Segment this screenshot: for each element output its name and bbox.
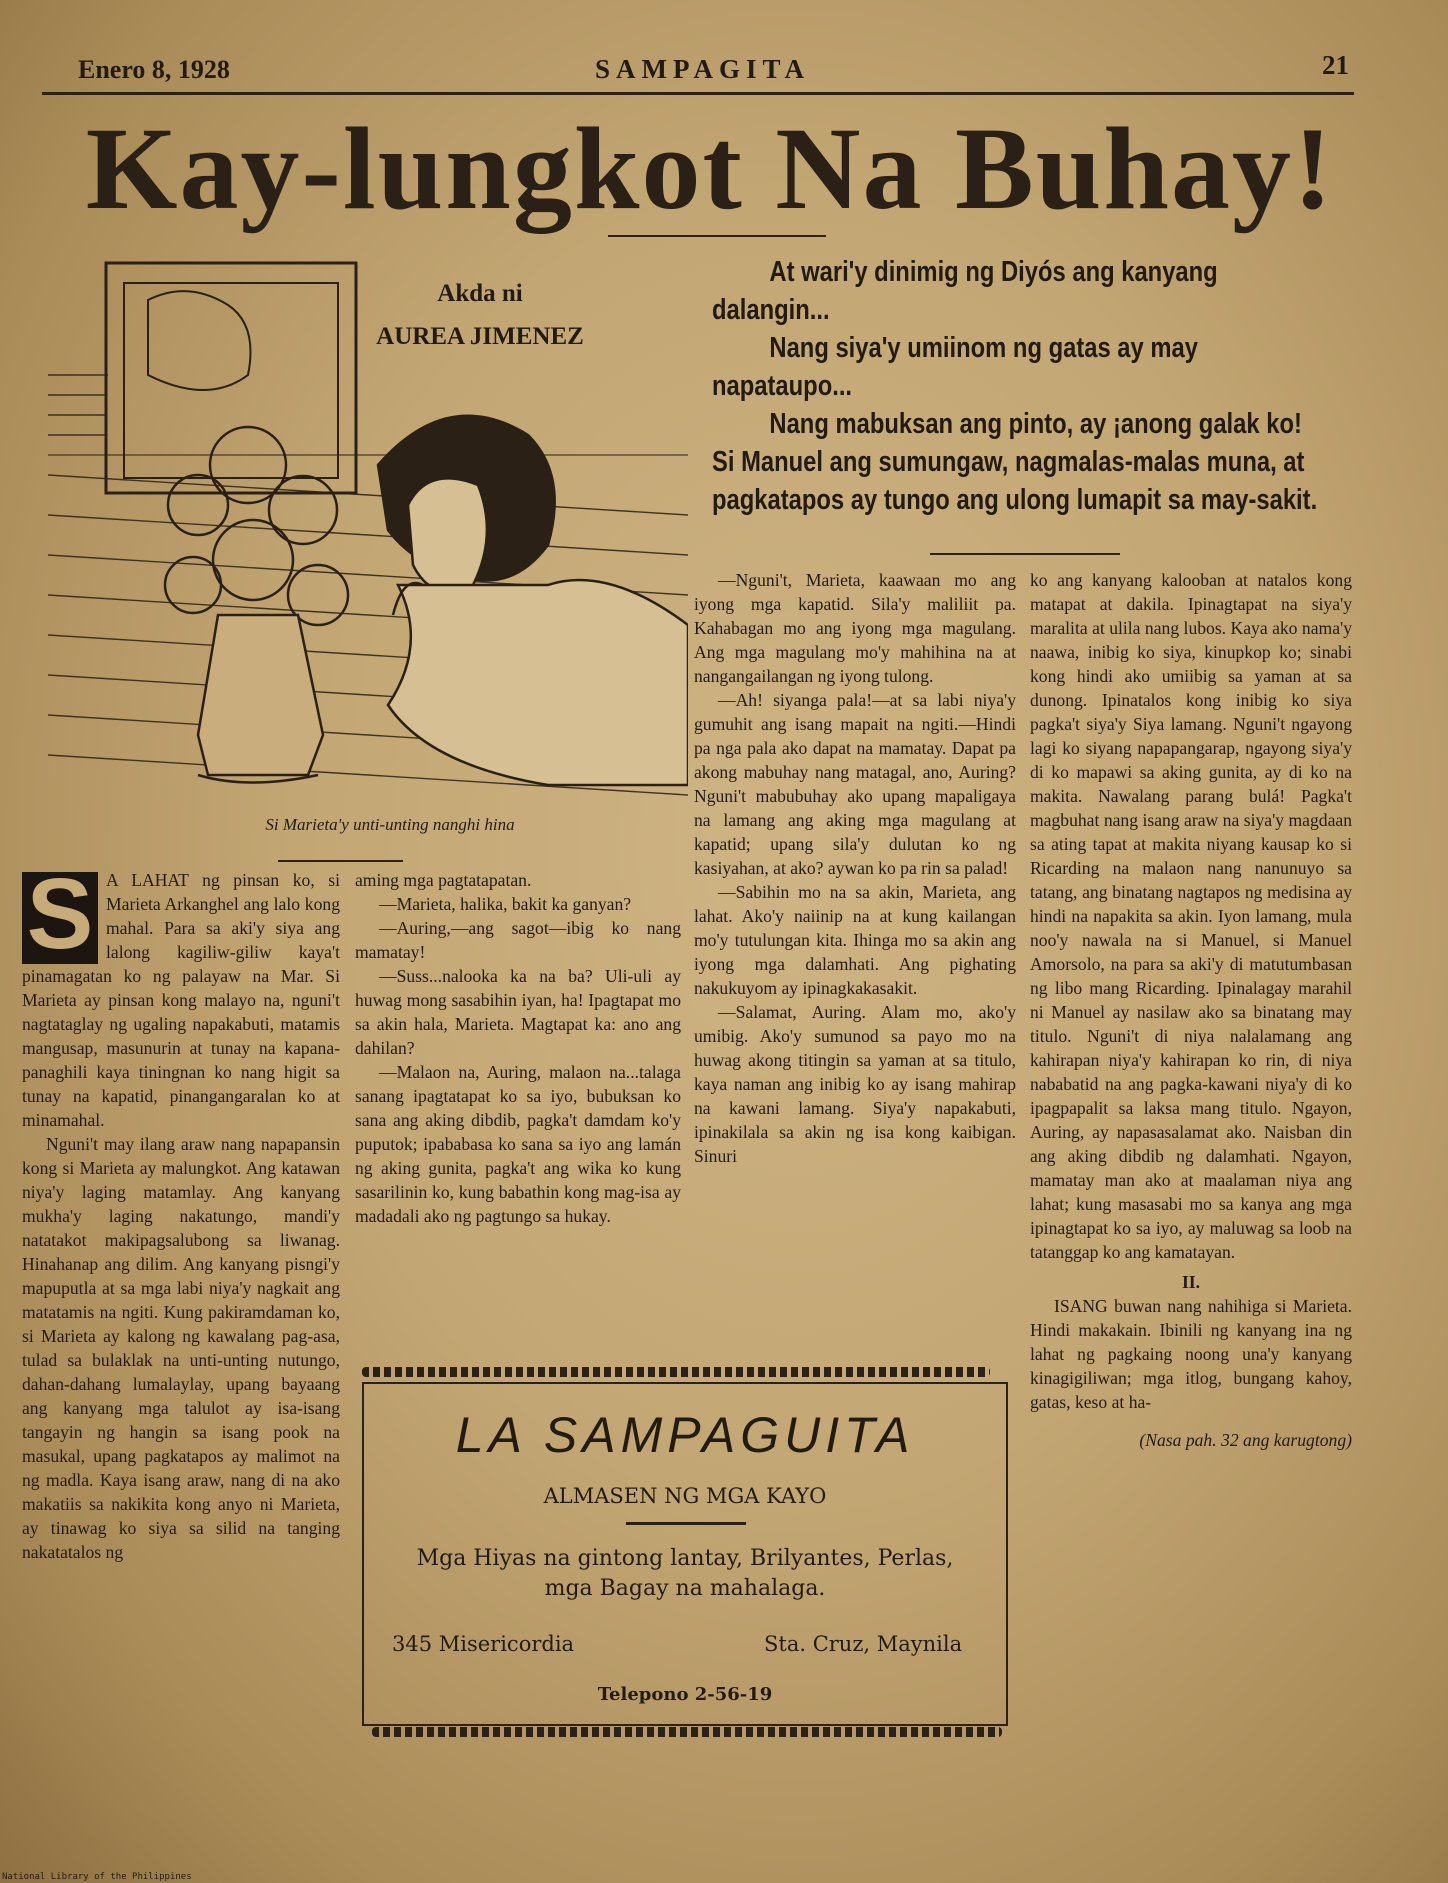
lead-paragraph-3: Nang mabuksan ang pinto, ay ¡anong galak ko! Si Manuel ang sumungaw, nagmalas-malas muna, at pagkatapos ay tungo ang ulong lumapit sa may-sakit. [712, 408, 1318, 516]
ad-border-bottom [372, 1727, 1002, 1737]
col3-paragraph-1: —Nguni't, Marieta, kaawaan mo ang iyong mga kapatid. Sila'y maliliit pa. Kahabagan mo ang iyong mga magulang. Ang mga magulang mo'y mahihina na at nangangailangan ng iyong tulong. [694, 570, 1016, 686]
ad-border-top [362, 1367, 990, 1377]
issue-date: Enero 8, 1928 [78, 55, 230, 84]
column-3 [694, 568, 1016, 1168]
archive-credit: National Library of the Philippines [2, 1872, 192, 1882]
magazine-name: SAMPAGITA [595, 54, 810, 84]
col3-paragraph-2: —Ah! siyanga pala!—at sa labi niya'y gumuhit ang isang mapait na ngiti.—Hindi pa nga pala ako dapat na mamatay. Dapat pa akong mabuhay nang matagal, ano, Auring? Nguni't mabubuhay ako upang mapaligaya na lamang ang aking mga magulang at kapatid; upang sila'y dulutan ko ng kasiyahan, at ako? aywan ko pa rin sa palad! [694, 690, 1016, 878]
author-name: AUREA JIMENEZ [376, 323, 584, 350]
column-1 [22, 858, 340, 1564]
section-numeral: II. [1181, 1272, 1201, 1292]
header-rule [42, 92, 1354, 95]
advertisement [362, 1382, 1008, 1726]
col1-paragraph-2: Nguni't may ilang araw nang napapansin kong si Marieta ay malungkot. Ang katawan niya'y laging matamlay. Ang kanyang mukha'y laging nakatungo, mandi'y natatakot makipagsalubong sa liwanag. Hinahanap ang dilim. Ang kanyang pisngi'y mapuputla at sa mga labi niya'y nagkait ang matatamis na ngiti. Kung pakiramdaman ko, si Marieta ay kalong ng kawalang pag-asa, tulad sa bulaklak na unti-unting nutungo, dahan-dahang lumalaylay, upang bayaang ang kanyang mga talulot ay isa-isang tangayin ng hangin sa isang pook na masukal, upang pagkatapos ay malimot na ng madla. Kaya isang araw, nang di na ako makatiis sa nakikita kong anyo ni Marieta, ay tinawag ko siya sa silid na tanging nakatatalos ng [22, 1134, 340, 1562]
title-underline [608, 235, 826, 237]
lead-paragraph-2: Nang siya'y umiinom ng gatas ay may napataupo... [712, 332, 1198, 402]
ad-city: Sta. Cruz, Maynila [764, 1632, 963, 1656]
col2-paragraph-5: —Malaon na, Auring, malaon na...talaga sanang ipagtatapat ko sa iyo, bubuksan ko sana ang aking dibdib, pagka't damdam ko'y puputok; ipababasa ko sana sa iyo ang lamán ng aking gunita, pagka't ang wika ko kung sasarilinin ko, kung babathin kong mag-isa ay madadali ako ng pagtungo sa hukay. [355, 1062, 681, 1226]
column-4 [1030, 568, 1352, 1452]
ad-rule [626, 1522, 746, 1525]
drop-cap: S [22, 872, 98, 964]
col3-paragraph-3: —Sabihin mo na sa akin, Marieta, ang lahat. Ako'y naiinip na at kung kailangan mo'y tutulungan kita. Ihinga mo sa akin ang iyong mga dalamhati. Ang pighating nakukuyom ay ipinagkakasakit. [694, 882, 1016, 998]
ad-subtitle: ALMASEN NG MGA KAYO [543, 1484, 827, 1508]
ad-telephone: Telepono 2-56-19 [597, 1684, 773, 1705]
lead-text [712, 253, 1321, 519]
col4-paragraph-2: ISANG buwan nang nahihiga si Marieta. Hindi makakain. Ibinili ng kanyang ina ng lahat ng pagkaing noong una'y kanyang kinagigiliwan; mga itlog, bungang kahoy, gatas, keso at ha- [1030, 1296, 1352, 1412]
caption-rule [278, 860, 403, 862]
byline-label: Akda ni [437, 280, 523, 307]
col2-paragraph-4: —Suss...nalooka ka na ba? Uli-uli ay huwag mong sasabihin iyan, ha! Ipagtapat mo sa akin hala, Marieta. Magtapat ka: ano ang dahilan? [355, 966, 681, 1058]
ad-company-name: LA SAMPAGUITA [455, 1407, 915, 1463]
col2-paragraph-2: —Marieta, halika, bakit ka ganyan? [379, 894, 632, 914]
ad-address: 345 Misericordia [392, 1632, 575, 1656]
column-2 [355, 868, 681, 1228]
col2-paragraph-1: aming mga pagtatapatan. [355, 870, 532, 890]
col4-paragraph-1: ko ang kanyang kalooban at natalos kong matapat at dakila. Ipinagtapat na siya'y maralita at ulila nang lubos. Kaya ako nama'y naawa, inibig ko siya, kinupkop ko; sinabi kong hindi ako umiibig sa yaman at sa dunong. Ipinatalos kong inibig ko siya pagka't siya'y Siya lamang. Nguni't ngayong lagi ko siyang napapangarap, ngayong siya'y di ko mapawi sa aking gunita, ay di ko na makita. Nawalang parang bulá! Pagka't magbuhat nang isang araw na siya'y magdaan sa ating tapat at makita niyang kausap ko si Ricarding na malaon nang nanunuyo sa tatang, ang binatang nagtapos ng medisina ay hindi na napakita sa akin. Iyon lamang, mula noo'y nawala na si Manuel, si Manuel Amorsolo, na para sa aki'y di matutumbasan ng libo mang Ricarding. Ipinalagay marahil ni Manuel ay nasilaw ako sa binatang may titulo. Nguni't di niya nalalamang ang kahirapan niya'y kahirapan ko rin, di niya nababatid na ang pagka-kawani niya'y di ko ipagpapalit sa laksa mang titulo. Ngayon, Auring, ay napasasalamat ako. Naisban din ang aking dibdib ng dalamhati. Ngayon, mamatay man ako at maalaman niya ang lahat; kung masasabi mo sa kanya ang mga ipinagtapat ko sa iyo, ay maluwag sa loob na tatanggap ko ang kamatayan. [1030, 570, 1352, 1262]
lead-paragraph-1: At wari'y dinimig ng Diyós ang kanyang dalangin... [712, 256, 1218, 326]
col1-paragraph-1: A LAHAT ng pinsan ko, si Marieta Arkanghel ang lalo kong mahal. Para sa aki'y siya ang lalong kagiliw-giliw kaya't pinamagatan ko ng palayaw na Mar. Si Marieta ay pinsan kong malayo na, nguni't nagtataglay ng ugaling napakabuti, matamis mangusap, masunurin at tunay na kapana-panaghili kaya tiningnan ko nang higit sa tunay na kapatid, pinangangaralan ko at minamahal. [22, 870, 340, 1130]
continuation-note: (Nasa pah. 32 ang karugtong) [1139, 1430, 1352, 1450]
article-title: Kay-lungkot Na Buhay! [85, 103, 1335, 234]
page-number: 21 [1322, 50, 1349, 80]
col2-paragraph-3: —Auring,—ang sagot—ibig ko nang mamatay! [355, 918, 681, 962]
illustration-caption: Si Marieta'y unti-unting nanghi hina [265, 815, 515, 834]
col3-paragraph-4: —Salamat, Auring. Alam mo, ako'y umibig. Ako'y sumunod sa payo mo na huwag akong titingin sa yaman at sa titulo, kaya naman ang inibig ko ay isang mahirap na kawani lamang. Siya'y napakabuti, ipinakilala sa akin ng isa kong kaibigan. Sinuri [694, 1002, 1016, 1166]
ad-description: Mga Hiyas na gintong lantay, Brilyantes, Perlas, mga Bagay na mahalaga. [416, 1546, 954, 1601]
lead-rule [930, 553, 1120, 555]
